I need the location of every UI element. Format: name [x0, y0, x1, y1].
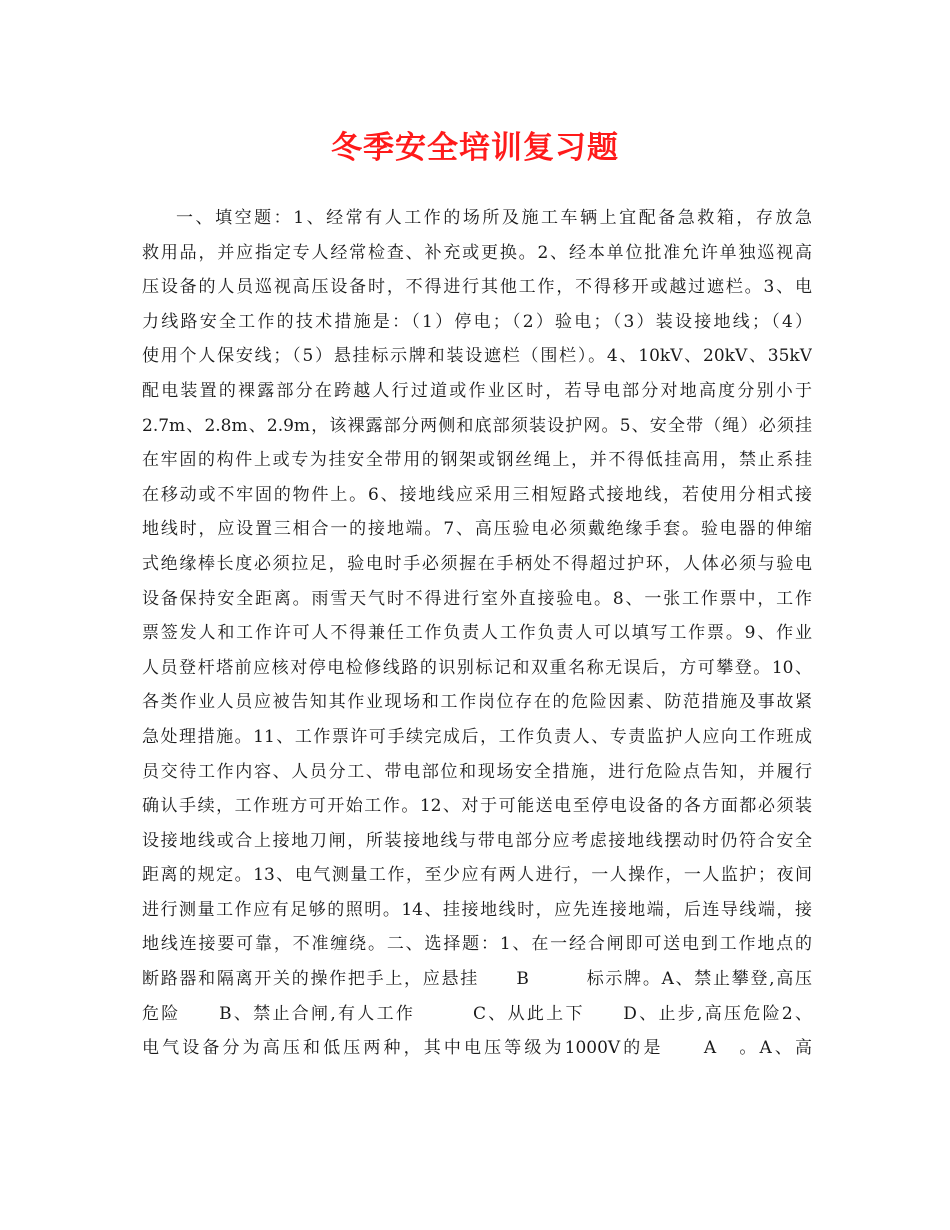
text-line: 地线时，应设置三相合一的接地端。7、高压验电必须戴绝缘手套。验电器的伸缩 [142, 519, 812, 540]
text-line: 危险 B、禁止合闸,有人工作 C、从此上下 D、止步,高压危险2、 [142, 1003, 812, 1024]
text-line: 配电装置的裸露部分在跨越人行过道或作业区时，若导电部分对地高度分别小于 [142, 380, 812, 401]
text-line: 设备保持安全距离。雨雪天气时不得进行室外直接验电。8、一张工作票中，工作 [142, 588, 812, 609]
document-body [142, 201, 812, 1066]
text-line: 救用品，并应指定专人经常检查、补充或更换。2、经本单位批准允许单独巡视高 [142, 242, 812, 263]
text-line: 票签发人和工作许可人不得兼任工作负责人工作负责人可以填写工作票。9、作业 [142, 623, 812, 644]
text-line: 断路器和隔离开关的操作把手上，应悬挂 B 标示牌。A、禁止攀登,高压 [142, 969, 812, 990]
text-line: 急处理措施。11、工作票许可手续完成后，工作负责人、专责监护人应向工作班成 [142, 726, 812, 747]
text-line: 在牢固的构件上或专为挂安全带用的钢架或钢丝绳上，并不得低挂高用，禁止系挂 [142, 450, 812, 471]
document-title: 冬季安全培训复习题 [331, 130, 619, 166]
text-line: 地线连接要可靠，不准缠绕。二、选择题：1、在一经合闸即可送电到工作地点的 [142, 934, 812, 955]
text-line: 力线路安全工作的技术措施是：（1）停电；（2）验电；（3）装设接地线；（4） [142, 311, 812, 332]
text-line: 距离的规定。13、电气测量工作，至少应有两人进行，一人操作，一人监护；夜间 [142, 865, 812, 886]
text-line: 确认手续，工作班方可开始工作。12、对于可能送电至停电设备的各方面都必须装 [142, 796, 812, 817]
text-line: 进行测量工作应有足够的照明。14、挂接地线时，应先连接地端，后连导线端，接 [142, 899, 812, 920]
text-line: 人员登杆塔前应核对停电检修线路的识别标记和双重名称无误后，方可攀登。10、 [142, 657, 812, 678]
text-line: 式绝缘棒长度必须拉足，验电时手必须握在手柄处不得超过护环，人体必须与验电 [142, 553, 812, 574]
text-line: 2.7m、2.8m、2.9m，该裸露部分两侧和底部须装设护网。5、安全带（绳）必须挂 [142, 415, 812, 436]
text-line: 在移动或不牢固的物件上。6、接地线应采用三相短路式接地线，若使用分相式接 [142, 484, 812, 505]
text-line: 使用个人保安线；（5）悬挂标示牌和装设遮栏（围栏）。4、10kV、20kV、35kV [142, 346, 812, 367]
text-line: 电气设备分为高压和低压两种，其中电压等级为1000V的是 A 。A、高 [142, 1038, 812, 1059]
text-line: 设接地线或合上接地刀闸，所装接地线与带电部分应考虑接地线摆动时仍符合安全 [142, 830, 812, 851]
text-line: 压设备的人员巡视高压设备时，不得进行其他工作，不得移开或越过遮栏。3、电 [142, 277, 812, 298]
text-line: 一、填空题：1、经常有人工作的场所及施工车辆上宜配备急救箱，存放急 [176, 208, 812, 228]
text-line: 员交待工作内容、人员分工、带电部位和现场安全措施，进行危险点告知，并履行 [142, 761, 812, 782]
text-line: 各类作业人员应被告知其作业现场和工作岗位存在的危险因素、防范措施及事故紧 [142, 692, 812, 713]
